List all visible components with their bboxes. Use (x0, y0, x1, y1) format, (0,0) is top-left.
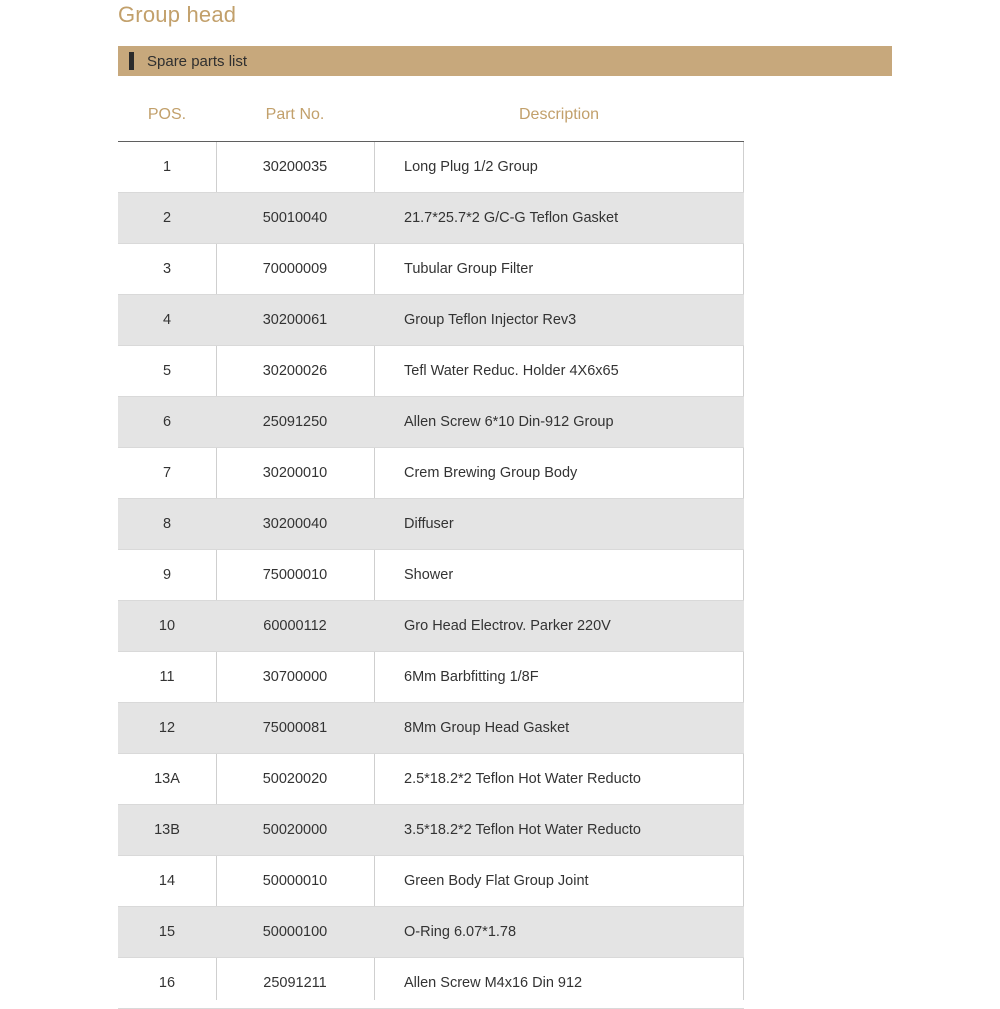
table-row (118, 958, 744, 1009)
cell-pos: 8 (118, 499, 216, 550)
cell-part-no: 30200026 (216, 346, 374, 397)
cell-part-no: 50000010 (216, 856, 374, 907)
cell-description: 3.5*18.2*2 Teflon Hot Water Reducto (374, 805, 744, 856)
cell-part-no: 75000081 (216, 703, 374, 754)
column-header-part-no: Part No. (216, 89, 374, 142)
table-row (118, 652, 744, 703)
table-row (118, 142, 744, 193)
cell-part-no: 25091250 (216, 397, 374, 448)
cell-part-no: 30200040 (216, 499, 374, 550)
cell-part-no: 50020020 (216, 754, 374, 805)
table-row (118, 499, 744, 550)
cell-pos: 9 (118, 550, 216, 601)
cell-part-no: 50010040 (216, 193, 374, 244)
cell-part-no: 30700000 (216, 652, 374, 703)
cell-pos: 4 (118, 295, 216, 346)
cell-description: Gro Head Electrov. Parker 220V (374, 601, 744, 652)
cell-description: 8Mm Group Head Gasket (374, 703, 744, 754)
cell-part-no: 30200035 (216, 142, 374, 193)
cell-pos: 12 (118, 703, 216, 754)
table-row (118, 295, 744, 346)
cell-pos: 11 (118, 652, 216, 703)
table-row (118, 550, 744, 601)
banner-marker-icon (129, 52, 134, 70)
column-header-description: Description (374, 89, 744, 142)
cell-description: Group Teflon Injector Rev3 (374, 295, 744, 346)
table-row (118, 346, 744, 397)
cell-pos: 10 (118, 601, 216, 652)
cell-description: 6Mm Barbfitting 1/8F (374, 652, 744, 703)
cell-description: Tefl Water Reduc. Holder 4X6x65 (374, 346, 744, 397)
cell-part-no: 50000100 (216, 907, 374, 958)
cell-part-no: 30200010 (216, 448, 374, 499)
cell-description: 2.5*18.2*2 Teflon Hot Water Reducto (374, 754, 744, 805)
table-row (118, 805, 744, 856)
column-header-pos: POS. (118, 89, 216, 142)
table-header-row (118, 89, 744, 142)
cell-part-no: 60000112 (216, 601, 374, 652)
cell-description: Green Body Flat Group Joint (374, 856, 744, 907)
cell-description: Long Plug 1/2 Group (374, 142, 744, 193)
section-banner (118, 46, 892, 76)
spare-parts-table (118, 89, 744, 1009)
table-row (118, 856, 744, 907)
cell-part-no: 25091211 (216, 958, 374, 1009)
cell-pos: 6 (118, 397, 216, 448)
cell-description: Diffuser (374, 499, 744, 550)
cell-description: O-Ring 6.07*1.78 (374, 907, 744, 958)
cell-pos: 13A (118, 754, 216, 805)
table-row (118, 703, 744, 754)
banner-label: Spare parts list (147, 52, 248, 70)
cell-description: Tubular Group Filter (374, 244, 744, 295)
cell-pos: 13B (118, 805, 216, 856)
page-title: Group head (118, 2, 237, 27)
cell-pos: 14 (118, 856, 216, 907)
table-row (118, 244, 744, 295)
cell-description: Shower (374, 550, 744, 601)
cell-description: Crem Brewing Group Body (374, 448, 744, 499)
cell-pos: 5 (118, 346, 216, 397)
table-row (118, 754, 744, 805)
cell-pos: 7 (118, 448, 216, 499)
table-row (118, 601, 744, 652)
cell-description: Allen Screw 6*10 Din-912 Group (374, 397, 744, 448)
table-body (118, 142, 744, 1009)
table-row (118, 448, 744, 499)
cell-part-no: 50020000 (216, 805, 374, 856)
table-row (118, 193, 744, 244)
cell-pos: 2 (118, 193, 216, 244)
cell-description: 21.7*25.7*2 G/C-G Teflon Gasket (374, 193, 744, 244)
cell-pos: 1 (118, 142, 216, 193)
table-row (118, 907, 744, 958)
cell-pos: 16 (118, 958, 216, 1009)
cell-part-no: 30200061 (216, 295, 374, 346)
cell-description: Allen Screw M4x16 Din 912 (374, 958, 744, 1009)
cell-pos: 15 (118, 907, 216, 958)
cell-pos: 3 (118, 244, 216, 295)
table-row (118, 397, 744, 448)
cell-part-no: 75000010 (216, 550, 374, 601)
cell-part-no: 70000009 (216, 244, 374, 295)
